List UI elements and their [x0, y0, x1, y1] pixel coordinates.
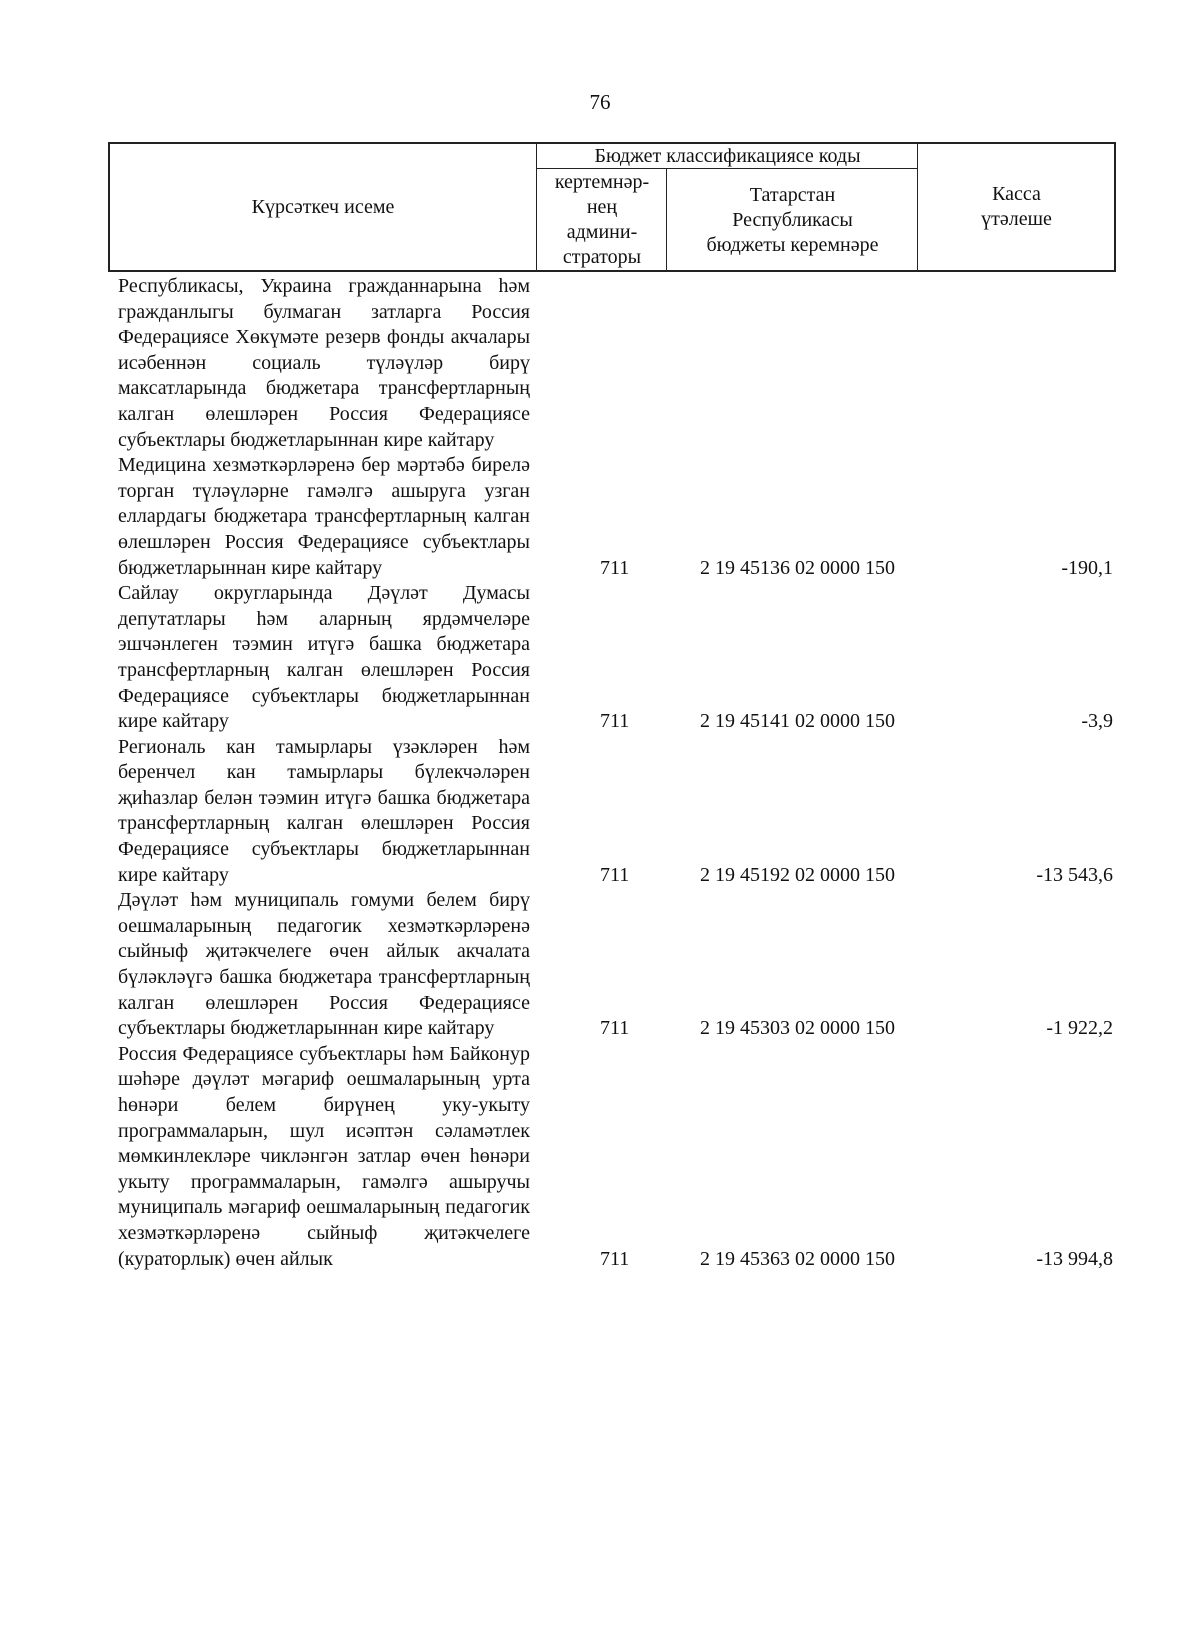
table-row	[118, 1042, 1113, 1272]
table-row	[118, 274, 1113, 453]
indicator-name: Медицина хезмәткәрләренә бер мәртәбә бирелә торган түләүләрне гамәлгә ашыруга узган еллардагы бюджетара трансфертларның калган өлешләрен Россия Федерациясе субъектлары бюджетларыннан кире кайтару	[118, 454, 530, 579]
header-revenue-line: Республикасы	[732, 208, 853, 231]
page-number: 76	[589, 90, 611, 114]
header-admin-line: кертемнәр-	[554, 171, 650, 193]
administrator-code: 711	[600, 1247, 630, 1270]
table-header	[108, 142, 1116, 272]
revenue-code: 2 19 45363 02 0000 150	[700, 1247, 895, 1270]
header-admin-line: админи-	[566, 221, 638, 243]
table-row	[118, 735, 1113, 889]
cash-amount: -190,1	[1061, 556, 1113, 579]
header-revenue-line: бюджеты керемнәре	[706, 233, 879, 256]
administrator-code: 711	[600, 1017, 630, 1040]
table-row	[118, 581, 1113, 735]
indicator-name: Региональ кан тамырлары үзәкләрен һәм беренчел кан тамырлары бүлекчәләрен җиһазлар белән тәэмин итүгә башка бюджетара трансфертларның калган өлешләрен Россия Федерациясе субъектлары бюджетларыннан кире кайтару	[118, 735, 530, 886]
cash-amount: -3,9	[1081, 710, 1113, 733]
cash-amount: -13 543,6	[1036, 863, 1113, 886]
administrator-code: 711	[600, 863, 630, 886]
indicator-name: Россия Федерациясе субъектлары һәм Байконур шәһәре дәүләт мәгариф оешмаларының урта һөнәри белем бирүнең уку-укыту программаларын, шул исәптән сәламәтлек мөмкинлекләре чикләнгән затлар өчен һөнәри укыту программаларын, гамәлгә ашыручы муниципаль мәгариф оешмаларының педагогик хезмәткәрләренә сыйныф җитәкчелеге (кураторлык) өчен айлык	[118, 1042, 530, 1270]
indicator-name: Дәүләт һәм муниципаль гомуми белем бирү оешмаларының педагогик хезмәткәрләренә сыйныф җитәкчелеге өчен айлык акчалата бүләкләүгә башка бюджетара трансфертларның калган өлешләрен Россия Федерациясе субъектлары бюджетларыннан кире кайтару	[118, 889, 530, 1040]
cash-amount: -13 994,8	[1036, 1247, 1113, 1270]
table-body	[118, 274, 1113, 1272]
header-admin-line: страторы	[562, 246, 642, 268]
revenue-code: 2 19 45192 02 0000 150	[700, 863, 895, 886]
revenue-code: 2 19 45136 02 0000 150	[700, 556, 895, 579]
header-amount-line: үтәлеше	[981, 208, 1052, 230]
header-admin-line: нең	[586, 196, 618, 218]
header-cash-execution	[919, 144, 1114, 270]
table-row	[118, 453, 1113, 581]
administrator-code: 711	[600, 710, 630, 733]
header-revenue-administrators	[538, 170, 666, 270]
header-tatarstan-revenues	[668, 170, 917, 270]
administrator-code: 711	[600, 556, 630, 579]
indicator-name: Сайлау округларында Дәүләт Думасы депутатлары һәм аларның ярдәмчеләре эшчәнлеген тәэмин итүгә башка бюджетара трансфертларның калган өлешләрен Россия Федерациясе субъектлары бюджетларыннан кире кайтару	[118, 582, 530, 733]
indicator-name: Республикасы, Украина гражданнарына һәм гражданлыгы булмаган затларга Россия Федерациясе Хөкүмәте резерв фонды акчалары исәбеннән социаль түләүләр бирү максатларында бюджетара трансфертларның калган өлешләрен Россия Федерациясе субъектлары бюджетларыннан кире кайтару	[118, 275, 530, 451]
cash-amount: -1 922,2	[1046, 1017, 1113, 1040]
header-indicator-name: Күрсәткеч исеме	[251, 195, 395, 218]
revenue-code: 2 19 45303 02 0000 150	[700, 1017, 895, 1040]
header-budget-classification: Бюджет классификациясе коды	[594, 144, 861, 167]
header-revenue-line: Татарстан	[749, 183, 836, 206]
header-amount-line: Касса	[992, 183, 1041, 205]
revenue-code: 2 19 45141 02 0000 150	[700, 710, 895, 733]
table-row	[118, 888, 1113, 1042]
